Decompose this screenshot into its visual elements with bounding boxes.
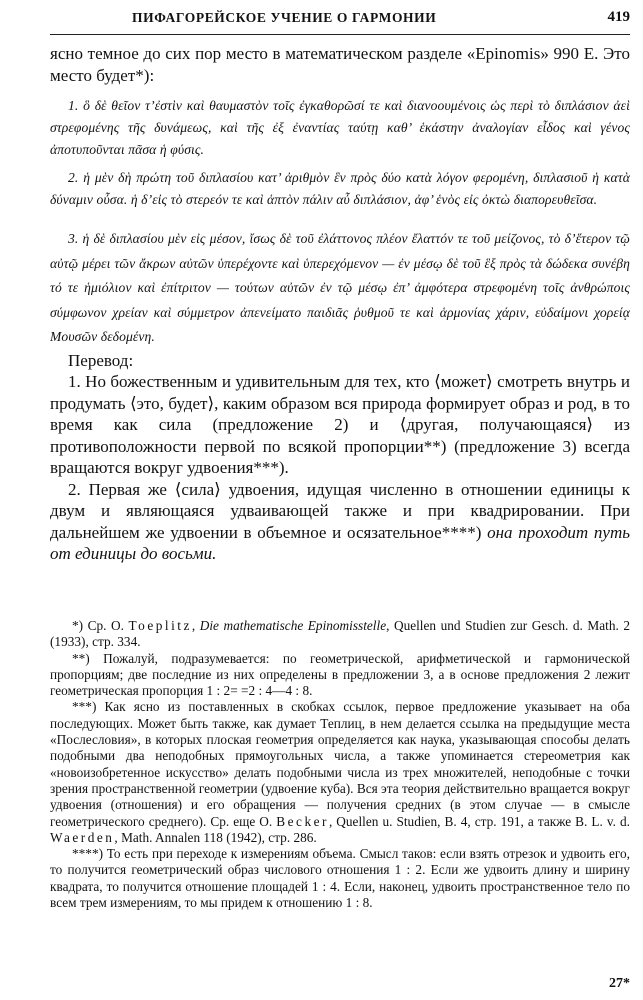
footnote-1-sep: ,: [191, 618, 200, 633]
footnote-2: **) Пожалуй, подразумевается: по геометрической, арифметической и гармонической пропорциям; две последние из них определены в предложении 3, а в основе предложения 2 лежит геометрическая пропорция 1 : 2= =2 : 4—4 : 8.: [50, 650, 630, 699]
footnote-1: [50, 618, 630, 651]
translation-paragraph-2-text: 2. Первая же ⟨сила⟩ удвоения, идущая численно в отношении единицы к двум и являющаяся удваивающей также и при квадрировании. При дальнейшем же удвоении в объемное и осязательное****): [50, 479, 630, 542]
footnote-1-source: , Quellen und Studien zur Gesch. d. Math. 2 (1933), стр. 334.: [50, 618, 630, 650]
footnote-1-prefix: *) Ср. O.: [72, 618, 129, 633]
footnote-1-title: Die mathematische Epinomisstelle: [199, 618, 387, 633]
page-header: [50, 8, 630, 35]
translation-paragraph-2: [50, 479, 630, 565]
greek-quotation: [50, 95, 630, 350]
footnote-1-author: Toeplitz: [128, 618, 192, 633]
translation-section: [50, 350, 630, 565]
signature-mark: 27*: [609, 976, 630, 991]
footnotes: [50, 618, 630, 911]
footnote-4: ****) То есть при переходе к измерениям объема. Смысл таков: если взять отрезок и удвоить его, то получится геометрический образ числового отношения 1 : 2. Если же удвоить длину и ширину квадрата, то получится отношение площадей 1 : 4. Если, наконец, удвоить пространственное тело по всем трем измерениям, то мы придем к отношению 1 : 8.: [50, 846, 630, 911]
translation-paragraph-2-italic: она проходит путь от единицы до восьми.: [50, 522, 630, 563]
footnote-3-middle: , Quellen u. Studien, B. 4, стр. 191, а также B. L. v. d.: [328, 813, 631, 829]
intro-paragraph: ясно темное до сих пор место в математическом разделе «Epinomis» 990 E. Это место будет*):: [50, 44, 630, 85]
greek-sentence-1: 1. ὃ δὲ θεῖον τ’ἐστὶν καὶ θαυμαστὸν τοῖς ἐγκαθορῶσί τε καὶ διανοουμένοις ὡς περὶ τὸ διπλάσιον ἀεὶ στρεφομένης τῆς δυνάμεως, καὶ τῆς ἐξ ἐναντίας ταύτῃ καθ’ ἑκάστην ἀναλογίαν εἶδος καὶ γένος ἀποτυποῦνται πᾶσα ἡ φύσις.: [50, 98, 630, 157]
footnote-3-author-waerden: Waerden: [50, 829, 115, 845]
footnote-3: [50, 699, 630, 846]
running-title: ПИФАГОРЕЙСКОЕ УЧЕНИЕ О ГАРМОНИИ: [132, 10, 437, 25]
footnote-3-text: ***) Как ясно из поставленных в скобках ссылок, первое предложение указывает на оба последующих. Может быть также, как думает Теплиц, в нем делается ссылка на предыдущие места «Послесловия», в которых плоская геометрия определяется как наука, указывающая способы делать подобными два неподобных прямоугольных числа, а также упоминается стереометрия как «новоизобретенное искусство» делать подобными числа из трех множителей, неподобные с точки зрения пространственной геометрии (удвоение куба). Вся эта теория действительно вращается вокруг удвоения (отношения) и его обращения — получения средних (в этом случае — в смысле геометрического среднего). Ср. еще O.: [50, 699, 630, 829]
book-page: [50, 0, 630, 1000]
greek-sentence-2: 2. ἡ μὲν δὴ πρώτη τοῦ διπλασίου κατ’ ἀριθμὸν ἓν πρὸς δύο κατὰ λόγον φερομένη, διπλασιοῦ ἡ κατὰ δύναμιν οὖσα. ἡ δ’εἰς τὸ στερεόν τε καὶ ἁπτὸν πάλιν αὖ διπλάσιον, ἀφ’ ἑνὸς εἰς ὀκτὼ διαπορευθεῖσα.: [50, 170, 630, 207]
translation-heading: Перевод:: [68, 350, 134, 370]
footnote-3-author-becker: Becker: [276, 813, 329, 829]
footnote-3-end: , Math. Annalen 118 (1942), стр. 286.: [114, 829, 317, 845]
page-number: 419: [607, 9, 630, 25]
translation-paragraph-1: 1. Но божественным и удивительным для тех, кто ⟨может⟩ смотреть внутрь и продумать ⟨это, будет⟩, каким образом вся природа формирует образ и род, в то время как сила (предложение 2) и ⟨другая, получающаяся⟩ из противоположности первой по всякой пропорции**) (предложение 3) всегда вращаются вокруг удвоения***).: [50, 372, 630, 477]
greek-sentence-3: 3. ἡ δὲ διπλασίου μὲν εἰς μέσον, ἴσως δὲ τοῦ ἐλάττονος πλέον ἔλαττόν τε τοῦ μείζονος, τὸ δ’ἕτερον τῷ αὐτῷ μέρει τῶν ἄκρων αὐτῶν ὑπερέχοντε καὶ ὑπερεχόμενον — ἐν μέσῳ δὲ τοῦ ἓξ πρὸς τὰ δώδεκα συνέβη τό τε ἡμιόλιον καὶ ἐπίτριτον — τούτων αὐτῶν ἐν τῷ μέσῳ ἐπ’ ἀμφότερα στρεφομένη τοῖς ἀνθρώποις σύμφωνον χρείαν καὶ σύμμετρον ἀπενείματο παιδιᾶς ῥυθμοῦ τε καὶ ἁρμονίας χάριν, εὐδαίμονι χορείᾳ Μουσῶν δεδομένη.: [50, 231, 630, 344]
